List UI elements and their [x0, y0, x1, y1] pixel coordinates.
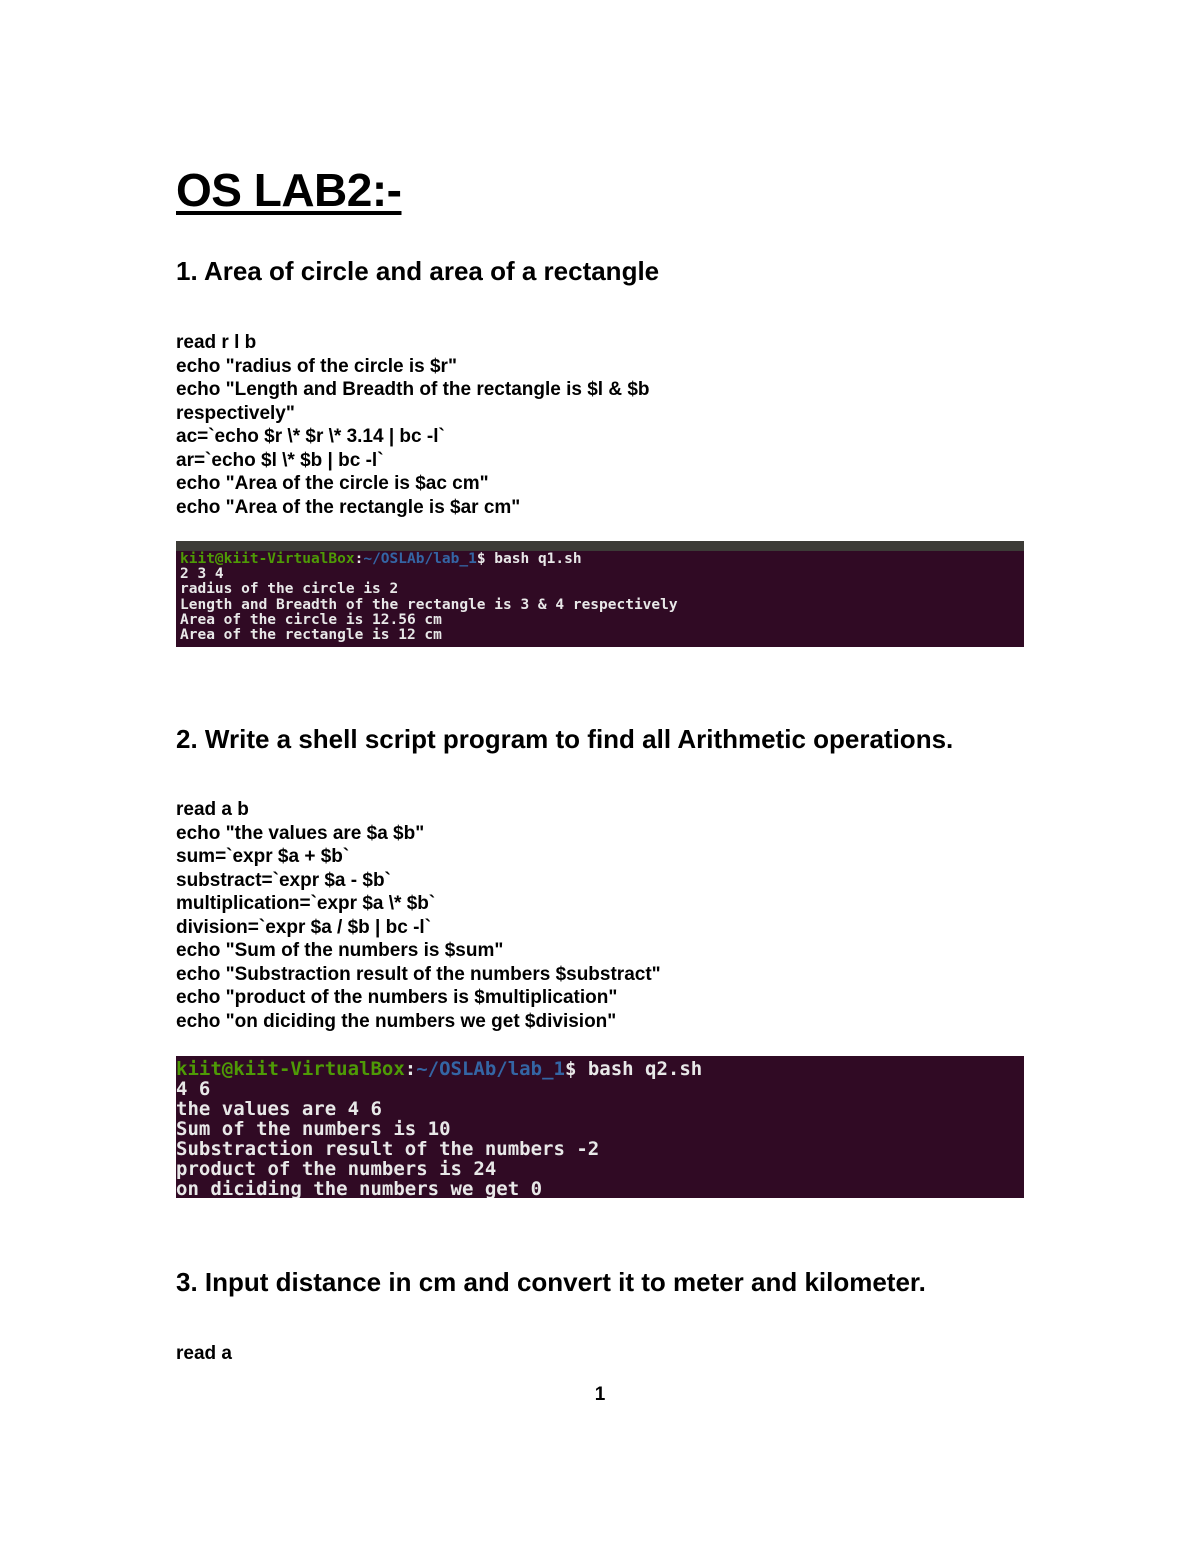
section-1-heading: 1. Area of circle and area of a rectangle — [176, 256, 660, 286]
terminal-titlebar — [176, 541, 1024, 551]
code-line: echo "radius of the circle is $r" — [176, 355, 457, 377]
code-line: echo "Sum of the numbers is $sum" — [176, 940, 504, 961]
terminal-output-line: Sum of the numbers is 10 — [176, 1118, 451, 1140]
code-line: read r l b — [176, 332, 257, 353]
code-line: sum=`expr $a + $b` — [176, 846, 350, 867]
section-1-code — [176, 331, 650, 519]
code-line: echo "product of the numbers is $multiplication" — [176, 987, 618, 1008]
section-3-heading: 3. Input distance in cm and convert it to meter and kilometer. — [176, 1267, 926, 1297]
code-line: read a b — [176, 799, 249, 820]
page-title: OS LAB2:- — [176, 164, 402, 216]
terminal-output-line: Area of the circle is 12.56 cm — [180, 611, 442, 628]
code-line: read a — [176, 1343, 232, 1364]
prompt-command: $ bash q1.sh — [476, 551, 582, 567]
code-line: ac=`echo $r \* $r \* 3.14 | bc -l` — [176, 426, 445, 447]
code-line: echo "on diciding the numbers we get $division" — [176, 1010, 617, 1032]
code-line: echo "Area of the circle is $ac cm" — [176, 473, 489, 494]
code-line: echo "Area of the rectangle is $ar cm" — [176, 496, 521, 518]
prompt-path: ~/OSLAb/lab_1 — [363, 551, 477, 567]
code-line: echo "the values are $a $b" — [176, 822, 425, 844]
terminal-screenshot-2 — [176, 1056, 1024, 1198]
code-line: ar=`echo $l \* $b | bc -l` — [176, 449, 384, 471]
page-number: 1 — [594, 1384, 606, 1405]
code-line: division=`expr $a / $b | bc -l` — [176, 916, 432, 938]
terminal-output-line: 2 3 4 — [180, 566, 224, 583]
terminal-output-line: on diciding the numbers we get 0 — [176, 1178, 543, 1198]
terminal-output-line: product of the numbers is 24 — [176, 1158, 497, 1180]
code-line: multiplication=`expr $a \* $b` — [176, 893, 436, 914]
section-3-code — [176, 1342, 232, 1366]
prompt-path: ~/OSLAb/lab_1 — [416, 1058, 565, 1080]
section-2-heading: 2. Write a shell script program to find all Arithmetic operations. — [176, 724, 954, 754]
code-line: respectively" — [176, 402, 295, 424]
terminal-prompt-line: kiit@kiit-VirtualBox:~/OSLAb/lab_1$ bash q1.sh — [180, 551, 582, 567]
code-line: echo "Length and Breadth of the rectangle is $l & $b — [176, 379, 650, 400]
section-2-code — [176, 798, 661, 1033]
prompt-user: kiit@kiit-VirtualBox — [180, 551, 355, 567]
terminal-output-line: Length and Breadth of the rectangle is 3 & 4 respectively — [180, 596, 678, 613]
code-line: echo "Substraction result of the numbers $substract" — [176, 963, 661, 985]
terminal-output-line: 4 6 — [176, 1078, 211, 1100]
terminal-output-line: Area of the rectangle is 12 cm — [180, 627, 442, 644]
code-line: substract=`expr $a - $b` — [176, 869, 391, 891]
terminal-output-line: radius of the circle is 2 — [180, 581, 399, 598]
terminal-screenshot-1 — [176, 541, 1024, 647]
prompt-user: kiit@kiit-VirtualBox — [176, 1058, 405, 1080]
prompt-command: $ bash q2.sh — [564, 1058, 703, 1080]
terminal-prompt-line: kiit@kiit-VirtualBox:~/OSLAb/lab_1$ bash q2.sh — [176, 1058, 703, 1080]
terminal-output-line: the values are 4 6 — [176, 1098, 382, 1120]
terminal-output-line: Substraction result of the numbers -2 — [176, 1138, 600, 1160]
